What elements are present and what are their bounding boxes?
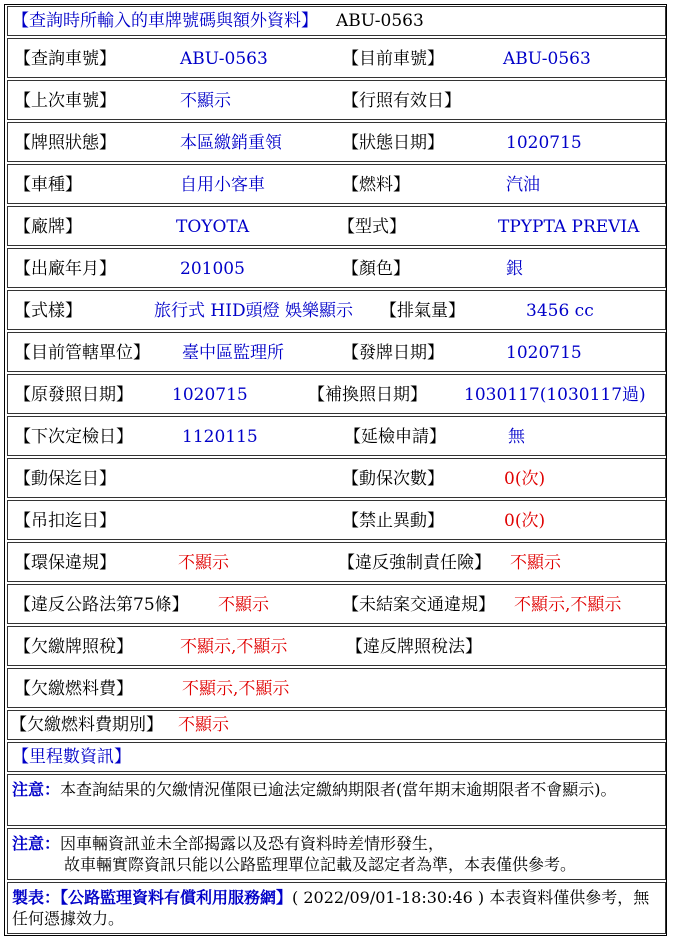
label-license-valid: 【行照有效日】 xyxy=(342,91,461,111)
label-transfer-ban: 【禁止異動】 xyxy=(342,511,444,531)
row-last-plate xyxy=(7,80,666,120)
label-status-date: 【狀態日期】 xyxy=(342,133,444,153)
value-inspection-extension: 無 xyxy=(508,427,525,447)
label-inspection-extension: 【延檢申請】 xyxy=(344,427,446,447)
label-original-license-date: 【原發照日期】 xyxy=(14,385,133,405)
value-manufacture-date: 201005 xyxy=(180,259,245,279)
note-1 xyxy=(12,779,661,800)
label-issue-date: 【發牌日期】 xyxy=(342,343,444,363)
row-plate xyxy=(7,38,666,78)
label-displacement: 【排氣量】 xyxy=(380,301,465,321)
row-chattel-mortgage xyxy=(7,458,666,498)
label-brand: 【廠牌】 xyxy=(14,217,82,237)
footer-service: 【公路監理資料有償利用服務網】 xyxy=(60,888,293,907)
row-vehicle-type xyxy=(7,164,666,204)
header-plate: ABU-0563 xyxy=(336,11,424,31)
label-style: 【式樣】 xyxy=(14,301,82,321)
label-model: 【型式】 xyxy=(338,217,406,237)
label-fuel: 【燃料】 xyxy=(342,175,410,195)
value-last-plate: 不顯示 xyxy=(180,91,231,111)
row-inspection xyxy=(7,416,666,456)
value-fuel-fee-period: 不顯示 xyxy=(178,715,229,735)
value-next-inspection: 1120115 xyxy=(182,427,258,447)
value-jurisdiction: 臺中區監理所 xyxy=(182,343,284,363)
value-current-plate: ABU-0563 xyxy=(503,49,591,69)
value-color: 銀 xyxy=(506,259,523,279)
value-model: TPYPTA PREVIA xyxy=(498,217,640,237)
footer-row xyxy=(7,882,666,934)
row-mileage xyxy=(7,742,666,772)
value-original-license-date: 1020715 xyxy=(172,385,248,405)
label-suspension-end: 【吊扣迄日】 xyxy=(14,511,116,531)
label-highway-act-violation: 【違反公路法第75條】 xyxy=(14,595,189,615)
label-query-plate: 【查詢車號】 xyxy=(14,49,116,69)
note-2 xyxy=(12,833,661,875)
label-fuel-fee-period: 【欠繳燃料費期別】 xyxy=(10,715,163,735)
row-suspension xyxy=(7,500,666,540)
label-env-violation: 【環保違規】 xyxy=(14,553,116,573)
footer-note xyxy=(12,887,661,929)
label-unpaid-license-tax: 【欠繳牌照稅】 xyxy=(14,637,133,657)
row-license-tax xyxy=(7,626,666,666)
label-mortgage-count: 【動保次數】 xyxy=(342,469,444,489)
value-unpaid-fuel-fee: 不顯示,不顯示 xyxy=(182,679,290,699)
row-manufacture xyxy=(7,248,666,288)
mileage-title: 【里程數資訊】 xyxy=(12,747,131,767)
value-issue-date: 1020715 xyxy=(506,343,582,363)
value-style: 旅行式 HID頭燈 娛樂顯示 xyxy=(154,301,353,321)
label-open-traffic-violation: 【未結案交通違規】 xyxy=(342,595,495,615)
label-color: 【顏色】 xyxy=(342,259,410,279)
footer-label: 製表： xyxy=(12,888,61,907)
value-status-date: 1020715 xyxy=(506,133,582,153)
value-env-violation: 不顯示 xyxy=(178,553,229,573)
note-2-line-2: 故車輛實際資訊只能以公路監理單位記載及認定者為準，本表僅供參考。 xyxy=(64,855,577,874)
header-row xyxy=(7,6,666,36)
value-displacement: 3456 cc xyxy=(526,301,594,321)
label-manufacture-date: 【出廠年月】 xyxy=(14,259,116,279)
label-current-plate: 【目前車號】 xyxy=(342,49,444,69)
label-reissue-date: 【補換照日期】 xyxy=(308,385,427,405)
row-style xyxy=(7,290,666,330)
footer-text: ( 2022/09/01-18:30:46 ) 本表資料僅供參考，無任何憑據效力。 xyxy=(12,888,650,928)
value-unpaid-license-tax: 不顯示,不顯示 xyxy=(180,637,288,657)
value-query-plate: ABU-0563 xyxy=(180,49,268,69)
note-1-label: 注意： xyxy=(12,780,61,799)
note-1-text: 本查詢結果的欠繳情況僅限已逾法定繳納期限者(當年期末逾期限者不會顯示)。 xyxy=(60,780,617,799)
label-mortgage-end: 【動保迄日】 xyxy=(14,469,116,489)
note-row-1 xyxy=(7,774,666,826)
label-license-tax-violation: 【違反牌照稅法】 xyxy=(346,637,482,657)
note-2-label: 注意： xyxy=(12,834,61,853)
label-next-inspection: 【下次定檢日】 xyxy=(14,427,133,447)
value-highway-act-violation: 不顯示 xyxy=(218,595,269,615)
value-brand: TOYOTA xyxy=(176,217,250,237)
row-violations-a xyxy=(7,542,666,582)
value-open-traffic-violation: 不顯示,不顯示 xyxy=(514,595,622,615)
row-plate-status xyxy=(7,122,666,162)
row-fuel-fee xyxy=(7,668,666,708)
value-insurance-violation: 不顯示 xyxy=(510,553,561,573)
label-last-plate: 【上次車號】 xyxy=(14,91,116,111)
note-row-2 xyxy=(7,828,666,880)
value-vehicle-type: 自用小客車 xyxy=(180,175,265,195)
note-2-line-1: 因車輛資訊並未全部揭露以及恐有資料時差情形發生， xyxy=(60,834,445,853)
value-mortgage-count: 0(次) xyxy=(504,469,546,489)
row-violations-b xyxy=(7,584,666,624)
row-jurisdiction xyxy=(7,332,666,372)
label-plate-status: 【牌照狀態】 xyxy=(14,133,116,153)
value-reissue-date: 1030117(1030117過) xyxy=(464,385,646,405)
label-insurance-violation: 【違反強制責任險】 xyxy=(338,553,491,573)
value-fuel: 汽油 xyxy=(506,175,540,195)
value-plate-status: 本區繳銷重領 xyxy=(180,133,282,153)
label-vehicle-type: 【車種】 xyxy=(14,175,82,195)
row-brand xyxy=(7,206,666,246)
label-unpaid-fuel-fee: 【欠繳燃料費】 xyxy=(14,679,133,699)
header-title: 【查詢時所輸入的車牌號碼與額外資料】 xyxy=(12,11,318,31)
row-license-dates xyxy=(7,374,666,414)
value-transfer-ban: 0(次) xyxy=(504,511,546,531)
row-fuel-fee-period xyxy=(7,710,666,740)
label-jurisdiction: 【目前管轄單位】 xyxy=(14,343,150,363)
